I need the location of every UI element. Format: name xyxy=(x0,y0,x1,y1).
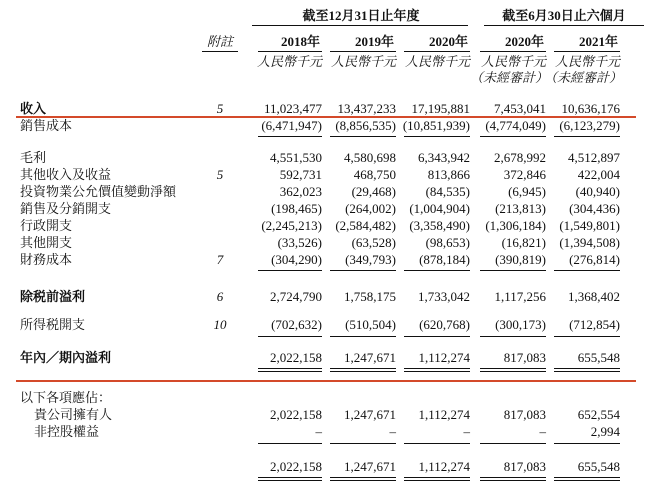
total-rule xyxy=(554,477,620,478)
cell: 817,083 xyxy=(503,459,546,474)
unaudited-note-2020: （未經審計） xyxy=(470,70,549,85)
cell: 1,733,042 xyxy=(418,289,470,304)
total-rule xyxy=(480,371,546,372)
cell: (40,940) xyxy=(575,184,620,199)
cell: 655,548 xyxy=(577,350,620,365)
note-header-rule xyxy=(202,51,238,52)
cell: (6,123,279) xyxy=(559,118,620,133)
total-rule xyxy=(330,480,396,481)
cell: 2,678,992 xyxy=(494,150,546,165)
cell: 1,247,671 xyxy=(344,350,396,365)
cell: 4,512,897 xyxy=(568,150,620,165)
cell: 2,724,790 xyxy=(270,289,322,304)
unit-2021h1: 人民幣千元 xyxy=(554,54,620,69)
subtotal-rule xyxy=(554,136,620,137)
cell: (198,465) xyxy=(271,201,322,216)
cell: – xyxy=(463,424,470,439)
cell: 17,195,881 xyxy=(411,101,470,116)
cell: 817,083 xyxy=(503,407,546,422)
cell: (390,819) xyxy=(495,252,546,267)
cell: 10,636,176 xyxy=(561,101,620,116)
row-label-finance-costs: 財務成本 xyxy=(20,252,73,267)
subtotal-rule xyxy=(404,270,470,271)
cell: (63,528) xyxy=(351,235,396,250)
cell: 4,580,698 xyxy=(344,150,396,165)
row-label-profit-before-tax: 除税前溢利 xyxy=(20,289,86,304)
subtotal-rule xyxy=(404,136,470,137)
cell: 422,004 xyxy=(577,167,620,182)
cell: (33,526) xyxy=(277,235,322,250)
cell: 6,343,942 xyxy=(418,150,470,165)
row-label-profit-for-period: 年內／期內溢利 xyxy=(20,350,112,365)
subtotal-rule xyxy=(258,443,322,444)
cell: 372,846 xyxy=(503,167,546,182)
cell: 4,551,530 xyxy=(270,150,322,165)
cell: 1,758,175 xyxy=(344,289,396,304)
cell: (6,471,947) xyxy=(261,118,322,133)
subtotal-rule xyxy=(330,336,396,337)
row-note-revenue: 5 xyxy=(216,101,224,116)
cell: (304,436) xyxy=(569,201,620,216)
cell: (1,306,184) xyxy=(485,218,546,233)
col-rule-2020h1 xyxy=(480,51,546,52)
total-rule xyxy=(554,371,620,372)
cell: (16,821) xyxy=(501,235,546,250)
total-rule xyxy=(404,477,470,478)
cell: (510,504) xyxy=(345,317,396,332)
cell: 13,437,233 xyxy=(337,101,396,116)
subtotal-rule xyxy=(258,270,322,271)
subtotal-rule xyxy=(480,270,546,271)
cell: (620,768) xyxy=(419,317,470,332)
subtotal-rule xyxy=(480,443,546,444)
row-note-profit-before-tax: 6 xyxy=(216,289,224,304)
highlight-underline-bottom xyxy=(16,380,636,382)
total-rule xyxy=(480,480,546,481)
row-label-income-tax: 所得税開支 xyxy=(20,317,86,332)
cell: 1,112,274 xyxy=(418,350,470,365)
cell: (1,004,904) xyxy=(409,201,470,216)
cell: 592,731 xyxy=(279,167,322,182)
cell: 652,554 xyxy=(577,407,620,422)
cell: (29,468) xyxy=(351,184,396,199)
row-label-investment-property: 投資物業公允價值變動淨額 xyxy=(20,184,177,199)
cell: (213,813) xyxy=(495,201,546,216)
header-year-end: 截至12月31日止年度 xyxy=(302,8,420,23)
subtotal-rule xyxy=(330,270,396,271)
row-label-admin-expenses: 行政開支 xyxy=(20,218,73,233)
year-2018-header: 2018年 xyxy=(280,34,320,49)
cell: (702,632) xyxy=(271,317,322,332)
row-note-income-tax: 10 xyxy=(213,317,227,332)
subtotal-rule xyxy=(554,443,620,444)
cell: 1,117,256 xyxy=(494,289,546,304)
total-rule xyxy=(258,368,322,369)
note-column-header: 附註 xyxy=(206,34,233,49)
cell: – xyxy=(539,424,546,439)
subtotal-rule xyxy=(480,136,546,137)
cell: (8,856,535) xyxy=(335,118,396,133)
cell: (300,173) xyxy=(495,317,546,332)
unit-2020h1: 人民幣千元 xyxy=(480,54,546,69)
col-rule-2019 xyxy=(330,51,396,52)
cell: (2,245,213) xyxy=(261,218,322,233)
cell: 1,368,402 xyxy=(568,289,620,304)
col-rule-2020 xyxy=(404,51,470,52)
cell: 2,022,158 xyxy=(270,407,322,422)
year-2021-h1-header: 2021年 xyxy=(578,34,618,49)
cell: (264,002) xyxy=(345,201,396,216)
cell: (1,394,508) xyxy=(559,235,620,250)
cell: (349,793) xyxy=(345,252,396,267)
cell: (276,814) xyxy=(569,252,620,267)
subtotal-rule xyxy=(258,336,322,337)
unit-2020: 人民幣千元 xyxy=(404,54,470,69)
cell: 1,247,671 xyxy=(344,459,396,474)
cell: (6,945) xyxy=(508,184,546,199)
total-rule xyxy=(554,368,620,369)
cell: (304,290) xyxy=(271,252,322,267)
header-six-months: 截至6月30日止六個月 xyxy=(502,8,626,23)
total-rule xyxy=(258,477,322,478)
header-rule-1 xyxy=(252,25,468,26)
subtotal-rule xyxy=(330,136,396,137)
cell: 362,023 xyxy=(279,184,322,199)
subtotal-rule xyxy=(554,336,620,337)
row-note-other-income: 5 xyxy=(216,167,224,182)
total-rule xyxy=(554,480,620,481)
cell: 1,112,274 xyxy=(418,459,470,474)
row-label-selling-expenses: 銷售及分銷開支 xyxy=(20,201,112,216)
row-label-non-controlling: 非控股權益 xyxy=(34,424,100,439)
total-rule xyxy=(404,371,470,372)
col-rule-2018 xyxy=(258,51,322,52)
cell: 2,994 xyxy=(590,424,620,439)
year-2020-header: 2020年 xyxy=(428,34,468,49)
cell: – xyxy=(315,424,322,439)
total-rule xyxy=(404,480,470,481)
header-rule-2 xyxy=(484,25,644,26)
total-rule xyxy=(258,480,322,481)
cell: 1,112,274 xyxy=(418,407,470,422)
total-rule xyxy=(258,371,322,372)
unit-2019: 人民幣千元 xyxy=(330,54,396,69)
cell: 1,247,671 xyxy=(344,407,396,422)
unaudited-note-2021: （未經審計） xyxy=(544,70,623,85)
total-rule xyxy=(330,477,396,478)
row-label-other-income: 其他收入及收益 xyxy=(20,167,112,182)
cell: (878,184) xyxy=(419,252,470,267)
row-label-attributable-to: 以下各項應佔： xyxy=(20,390,112,405)
cell: 2,022,158 xyxy=(270,459,322,474)
cell: (10,851,939) xyxy=(402,118,470,133)
row-label-revenue: 收入 xyxy=(20,101,47,116)
row-note-finance-costs: 7 xyxy=(216,252,224,267)
subtotal-rule xyxy=(330,443,396,444)
subtotal-rule xyxy=(404,443,470,444)
cell: 11,023,477 xyxy=(263,101,322,116)
total-rule xyxy=(330,371,396,372)
cell: (84,535) xyxy=(425,184,470,199)
cell: 655,548 xyxy=(577,459,620,474)
cell: 817,083 xyxy=(503,350,546,365)
cell: (1,549,801) xyxy=(559,218,620,233)
cell: 468,750 xyxy=(353,167,396,182)
cell: (98,653) xyxy=(425,235,470,250)
total-rule xyxy=(404,368,470,369)
cell: 2,022,158 xyxy=(270,350,322,365)
year-2020-h1-header: 2020年 xyxy=(504,34,544,49)
year-2019-header: 2019年 xyxy=(354,34,394,49)
subtotal-rule xyxy=(258,136,322,137)
subtotal-rule xyxy=(480,336,546,337)
total-rule xyxy=(330,368,396,369)
subtotal-rule xyxy=(554,270,620,271)
total-rule xyxy=(480,368,546,369)
row-label-gross-profit: 毛利 xyxy=(20,150,47,165)
subtotal-rule xyxy=(404,336,470,337)
cell: (2,584,482) xyxy=(335,218,396,233)
cell: (3,358,490) xyxy=(409,218,470,233)
row-label-other-expenses: 其他開支 xyxy=(20,235,73,250)
cell: (4,774,049) xyxy=(485,118,546,133)
row-label-cost-of-sales: 銷售成本 xyxy=(20,118,73,133)
row-label-owners: 貴公司擁有人 xyxy=(34,407,113,422)
unit-2018: 人民幣千元 xyxy=(256,54,322,69)
col-rule-2021h1 xyxy=(554,51,620,52)
cell: (712,854) xyxy=(569,317,620,332)
cell: 813,866 xyxy=(427,167,470,182)
total-rule xyxy=(480,477,546,478)
cell: – xyxy=(389,424,396,439)
cell: 7,453,041 xyxy=(494,101,546,116)
